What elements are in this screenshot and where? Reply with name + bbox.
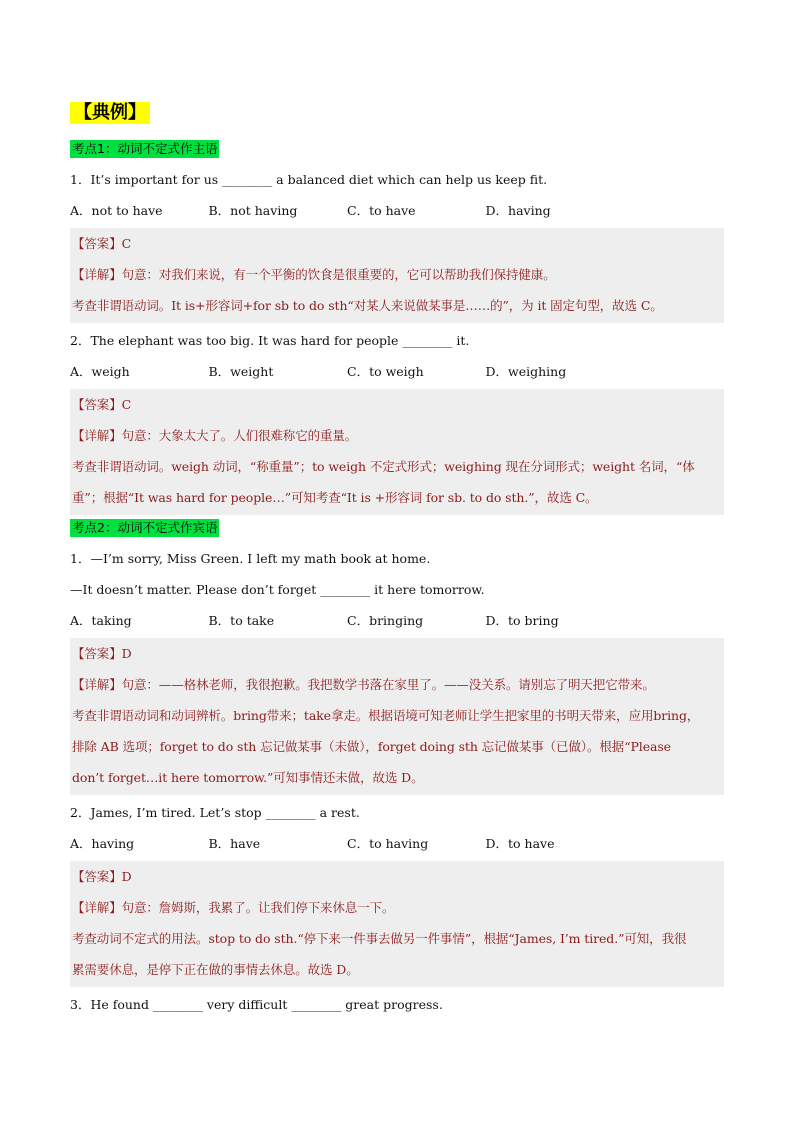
option: B．weight bbox=[208, 364, 274, 379]
answer-text: 【答案】C bbox=[72, 236, 132, 251]
option: D．to bring bbox=[485, 613, 559, 628]
question-text: 2．The elephant was too big. It was hard for people ________ it. bbox=[70, 333, 470, 348]
question-text: 2．James, I’m tired. Let’s stop ________ a rest. bbox=[70, 805, 360, 820]
option: B．not having bbox=[208, 203, 298, 218]
option: A．weigh bbox=[70, 364, 130, 379]
answer-box bbox=[70, 861, 724, 987]
topic-label: 考点2：动词不定式作宾语 bbox=[72, 520, 218, 535]
explanation-line: 考查非谓语动词。weigh 动词，“称重量”；to weigh 不定式形式；weighing 现在分词形式；weight 名词，“体 bbox=[72, 459, 695, 474]
option: A．not to have bbox=[70, 203, 163, 218]
question-text: 1．It’s important for us ________ a balanced diet which can help us keep fit. bbox=[70, 172, 548, 187]
answer-box bbox=[70, 389, 724, 515]
answer-text: 【答案】D bbox=[72, 869, 132, 884]
explanation-line: 重”；根据“It was hard for people…”可知考查“It is +形容词 for sb. to do sth.”，故选 C。 bbox=[72, 490, 598, 505]
worksheet-page bbox=[70, 102, 724, 1020]
section-heading: 【典例】 bbox=[70, 102, 150, 124]
explanation-line: 累需要休息，是停下正在做的事情去休息。故选 D。 bbox=[72, 962, 359, 977]
question-text: 1．—I’m sorry, Miss Green. I left my math book at home. bbox=[70, 551, 431, 566]
explanation-line: 考查非谓语动词。It is+形容词+for sb to do sth“对某人来说做某事是……的”，为 it 固定句型，故选 C。 bbox=[72, 298, 663, 313]
explanation-line: 考查非谓语动词和动词辨析。bring带来；take拿走。根据语境可知老师让学生把家里的书明天带来，应用bring， bbox=[72, 708, 700, 723]
option: C．to having bbox=[347, 836, 429, 851]
answer-text: 【答案】C bbox=[72, 397, 132, 412]
options-row bbox=[70, 356, 724, 387]
content bbox=[70, 138, 724, 1020]
options-row bbox=[70, 195, 724, 226]
option: C．to have bbox=[347, 203, 416, 218]
answer-text: 【答案】D bbox=[72, 646, 132, 661]
explanation-line: 排除 AB 选项；forget to do sth 忘记做某事（未做），forget doing sth 忘记做某事（已做）。根据“Please bbox=[72, 739, 671, 754]
explanation-line: 考查动词不定式的用法。stop to do sth.“停下来一件事去做另一件事情”，根据“James, I’m tired.”可知，我很 bbox=[72, 931, 687, 946]
option: B．to take bbox=[208, 613, 275, 628]
answer-box bbox=[70, 638, 724, 795]
explanation-line: 【详解】句意：大象太大了。人们很难称它的重量。 bbox=[72, 428, 358, 443]
option: B．have bbox=[208, 836, 261, 851]
option: C．bringing bbox=[347, 613, 424, 628]
explanation-line: don’t forget…it here tomorrow.”可知事情还未做，故选 D。 bbox=[72, 770, 424, 785]
option: A．taking bbox=[70, 613, 132, 628]
question-text: —It doesn’t matter. Please don’t forget ________ it here tomorrow. bbox=[70, 582, 485, 597]
explanation-line: 【详解】句意：对我们来说，有一个平衡的饮食是很重要的，它可以帮助我们保持健康。 bbox=[72, 267, 556, 282]
options-row bbox=[70, 605, 724, 636]
options-row bbox=[70, 828, 724, 859]
explanation-line: 【详解】句意：詹姆斯，我累了。让我们停下来休息一下。 bbox=[72, 900, 395, 915]
topic-row bbox=[70, 517, 724, 543]
option: D．having bbox=[485, 203, 551, 218]
answer-box bbox=[70, 228, 724, 323]
topic-row bbox=[70, 138, 724, 164]
topic-label: 考点1：动词不定式作主语 bbox=[72, 141, 218, 156]
question-text: 3．He found ________ very difficult ________ great progress. bbox=[70, 997, 443, 1012]
option: D．to have bbox=[485, 836, 555, 851]
option: C．to weigh bbox=[347, 364, 424, 379]
explanation-line: 【详解】句意：——格林老师，我很抱歉。我把数学书落在家里了。——没关系。请别忘了明天把它带来。 bbox=[72, 677, 655, 692]
option: A．having bbox=[70, 836, 135, 851]
option: D．weighing bbox=[485, 364, 567, 379]
